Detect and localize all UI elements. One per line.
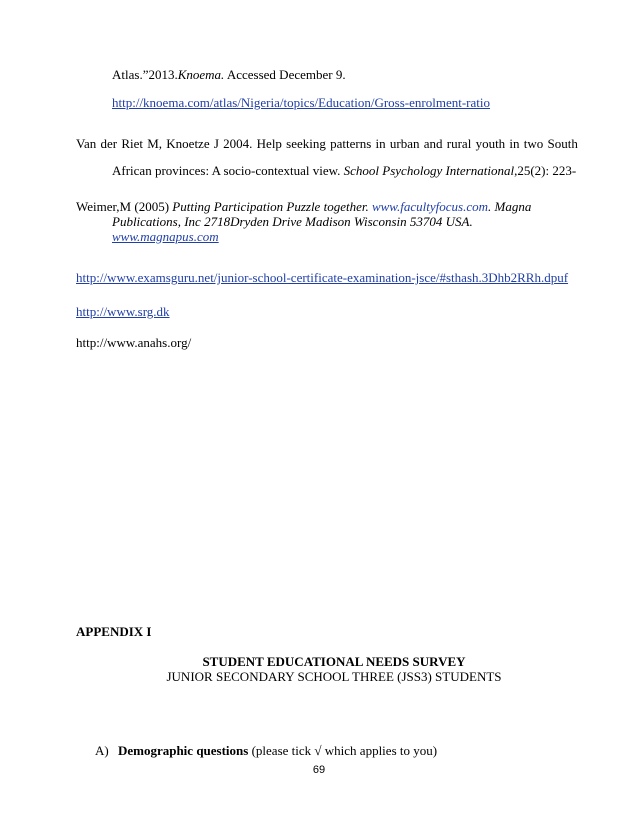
magnapus-link[interactable]: www.magnapus.com [112, 229, 219, 244]
section-note: (please tick √ which applies to you) [248, 743, 438, 758]
ref-text: Atlas.”2013. [112, 67, 178, 82]
ref-text: African provinces: A socio-contextual view. [112, 163, 344, 178]
appendix-heading: APPENDIX I [76, 624, 152, 639]
ref-italic-journal: School Psychology International [343, 163, 515, 178]
ref-italic-text: . Magna [488, 199, 532, 214]
ref-italic-title: Putting Participation Puzzle together. [172, 199, 372, 214]
page-number: 69 [312, 764, 326, 776]
survey-title: STUDENT EDUCATIONAL NEEDS SURVEY [202, 654, 466, 669]
facultyfocus-link[interactable]: www.facultyfocus.com [371, 199, 488, 214]
section-label: Demographic questions [117, 743, 249, 758]
reference-van-der-riet-line1: Van der Riet M, Knoetze J 2004. Help seeking patterns in urban and rural youth in two South [76, 136, 578, 151]
ref-text: ,25(2): 223- [514, 163, 577, 178]
ref-text: Accessed December 9. [224, 67, 346, 82]
ref-text: Weimer,M (2005) [76, 199, 173, 214]
anahs-url-text: http://www.anahs.org/ [76, 335, 192, 350]
srg-link[interactable]: http://www.srg.dk [76, 304, 170, 319]
ref-italic-source: Knoema. [177, 67, 225, 82]
knoema-link[interactable]: http://knoema.com/atlas/Nigeria/topics/Education/Gross-enrolment-ratio [112, 95, 490, 110]
survey-subtitle: JUNIOR SECONDARY SCHOOL THREE (JSS3) STUDENTS [166, 669, 502, 684]
reference-knoema-line1 [112, 67, 346, 83]
examsguru-link[interactable]: http://www.examsguru.net/junior-school-certificate-examination-jsce/#sthash.3Dhb2RRh.dpuf [76, 270, 569, 285]
section-marker: A) [95, 743, 109, 758]
reference-weimer-line1 [76, 199, 531, 215]
reference-van-der-riet-line2 [112, 163, 576, 179]
reference-weimer-line2: Publications, Inc 2718Dryden Drive Madison Wisconsin 53704 USA. [112, 214, 473, 229]
section-a-demographic [95, 743, 437, 759]
